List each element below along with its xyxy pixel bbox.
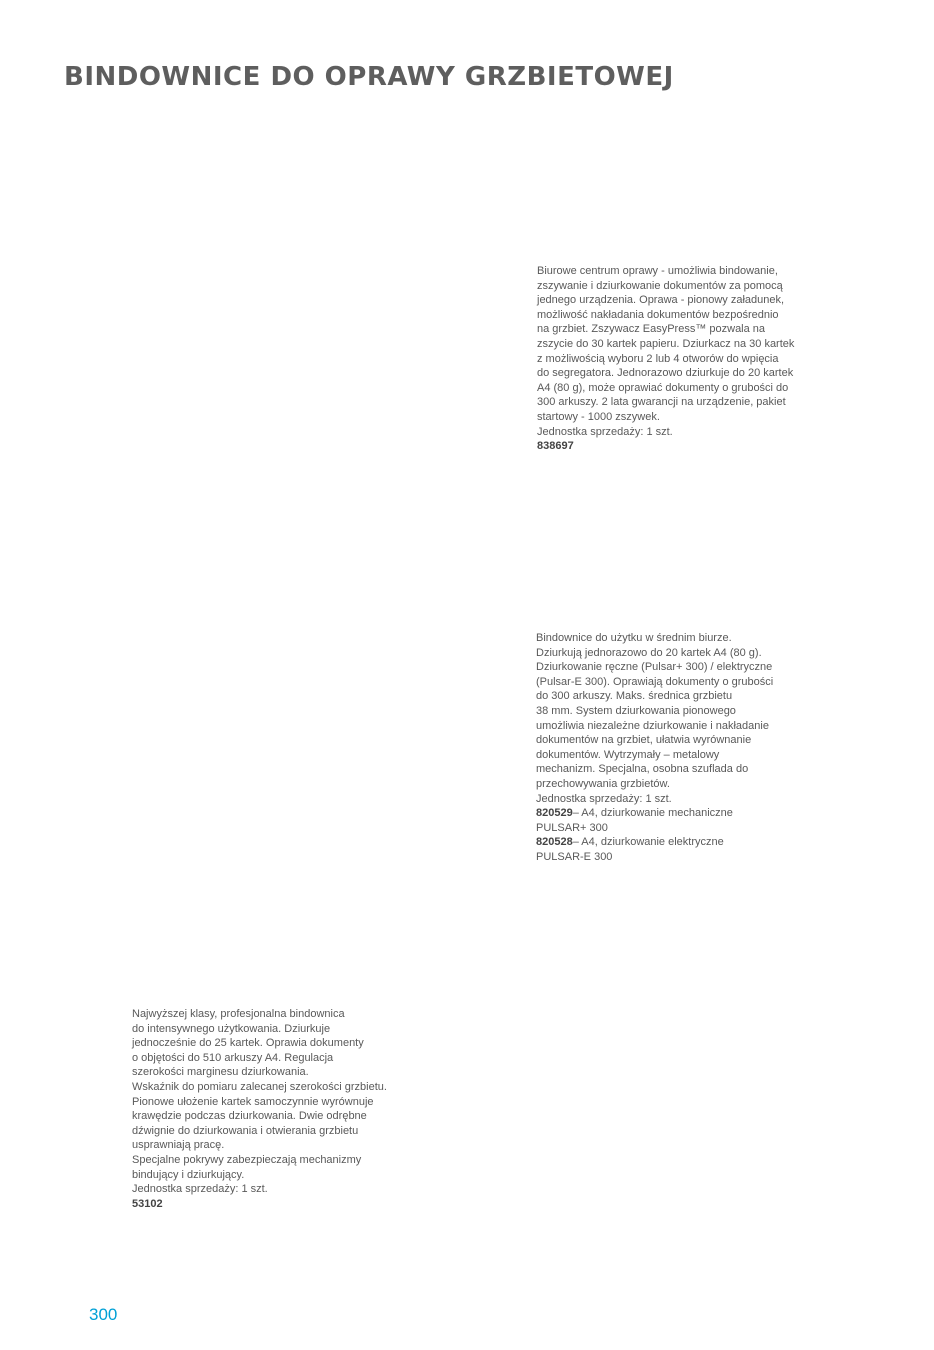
- description-line: startowy - 1000 zszywek.: [537, 410, 660, 423]
- description-line: bindujący i dziurkujący.: [132, 1168, 245, 1181]
- description-line: jednego urządzenia. Oprawa - pionowy załadunek,: [537, 294, 785, 307]
- description-line: Bindownice do użytku w średnim biurze.: [536, 632, 732, 644]
- description-line: do intensywnego użytkowania. Dziurkuje: [132, 1022, 331, 1035]
- description-line: dźwignie do dziurkowania i otwierania grzbietu: [132, 1124, 359, 1137]
- description-line: do 300 arkuszy. Maks. średnica grzbietu: [536, 690, 733, 703]
- description-line: możliwość nakładania dokumentów bezpośrednio: [537, 308, 779, 321]
- product-code: 838697: [537, 440, 574, 453]
- description-line: Biurowe centrum oprawy - umożliwia bindowanie,: [537, 265, 778, 277]
- description-line: 300 arkuszy. 2 lata gwarancji na urządzenie, pakiet: [537, 396, 786, 409]
- description-line: krawędzie podczas dziurkowania. Dwie odrębne: [132, 1110, 367, 1123]
- description-line: jednocześnie do 25 kartek. Oprawia dokumenty: [132, 1037, 364, 1050]
- product-description-pulsar: [536, 631, 773, 865]
- description-line: 38 mm. System dziurkowania pionowego: [536, 704, 736, 717]
- description-line: na grzbiet. Zszywacz EasyPress™ pozwala na: [537, 323, 766, 336]
- variant-model: PULSAR+ 300: [536, 821, 608, 834]
- page-number: 300: [89, 1305, 118, 1324]
- description-line: dokumentów. Wytrzymały – metalowy: [536, 748, 720, 761]
- variant-model: PULSAR-E 300: [536, 850, 613, 863]
- description-line: Specjalne pokrywy zabezpieczają mechanizmy: [132, 1153, 362, 1166]
- description-line: Pionowe ułożenie kartek samoczynnie wyrównuje: [132, 1095, 374, 1108]
- description-line: zszywanie i dziurkowanie dokumentów za pomocą: [537, 279, 783, 292]
- description-line: o objętości do 510 arkuszy A4. Regulacja: [132, 1051, 334, 1064]
- product-code: 820528: [536, 836, 573, 849]
- description-line: zszycie do 30 kartek papieru. Dziurkacz na 30 kartek: [537, 337, 795, 350]
- product-variant: [536, 806, 773, 835]
- description-line: A4 (80 g), może oprawiać dokumenty o grubości do: [537, 381, 789, 394]
- sales-unit: Jednostka sprzedaży: 1 szt.: [537, 425, 673, 438]
- variant-row: [536, 835, 773, 850]
- product-code: 53102: [132, 1197, 163, 1210]
- description-line: Najwyższej klasy, profesjonalna bindownica: [132, 1008, 345, 1020]
- description-line: Wskaźnik do pomiaru zalecanej szerokości grzbietu.: [132, 1080, 387, 1093]
- page-title: BINDOWNICE DO OPRAWY GRZBIETOWEJ: [64, 62, 674, 92]
- description-line: do segregatora. Jednorazowo dziurkuje do 20 kartek: [537, 367, 794, 380]
- description-line: mechanizm. Specjalna, osobna szuflada do: [536, 763, 749, 776]
- description-line: przechowywania grzbietów.: [536, 777, 670, 790]
- product-description-53102: [132, 1007, 387, 1211]
- description-line: (Pulsar-E 300). Oprawiają dokumenty o grubości: [536, 675, 774, 688]
- description-line: usprawniają pracę.: [132, 1139, 225, 1152]
- description-line: dokumentów na grzbiet, ułatwia wyrównanie: [536, 734, 752, 747]
- product-code: 820529: [536, 807, 573, 820]
- description-line: Dziurkują jednorazowo do 20 kartek A4 (80 g).: [536, 646, 762, 659]
- description-line: szerokości marginesu dziurkowania.: [132, 1066, 309, 1079]
- product-variant: [536, 835, 773, 864]
- description-line: z możliwością wyboru 2 lub 4 otworów do wpięcia: [537, 352, 779, 365]
- variant-row: [536, 806, 773, 821]
- description-line: Dziurkowanie ręczne (Pulsar+ 300) / elektryczne: [536, 661, 773, 674]
- description-line: umożliwia niezależne dziurkowanie i nakładanie: [536, 719, 769, 732]
- product-description-838697: [537, 264, 794, 454]
- variant-description: – A4, dziurkowanie elektryczne: [572, 836, 724, 849]
- variant-description: – A4, dziurkowanie mechaniczne: [572, 807, 733, 820]
- sales-unit: Jednostka sprzedaży: 1 szt.: [132, 1183, 268, 1196]
- sales-unit: Jednostka sprzedaży: 1 szt.: [536, 792, 672, 805]
